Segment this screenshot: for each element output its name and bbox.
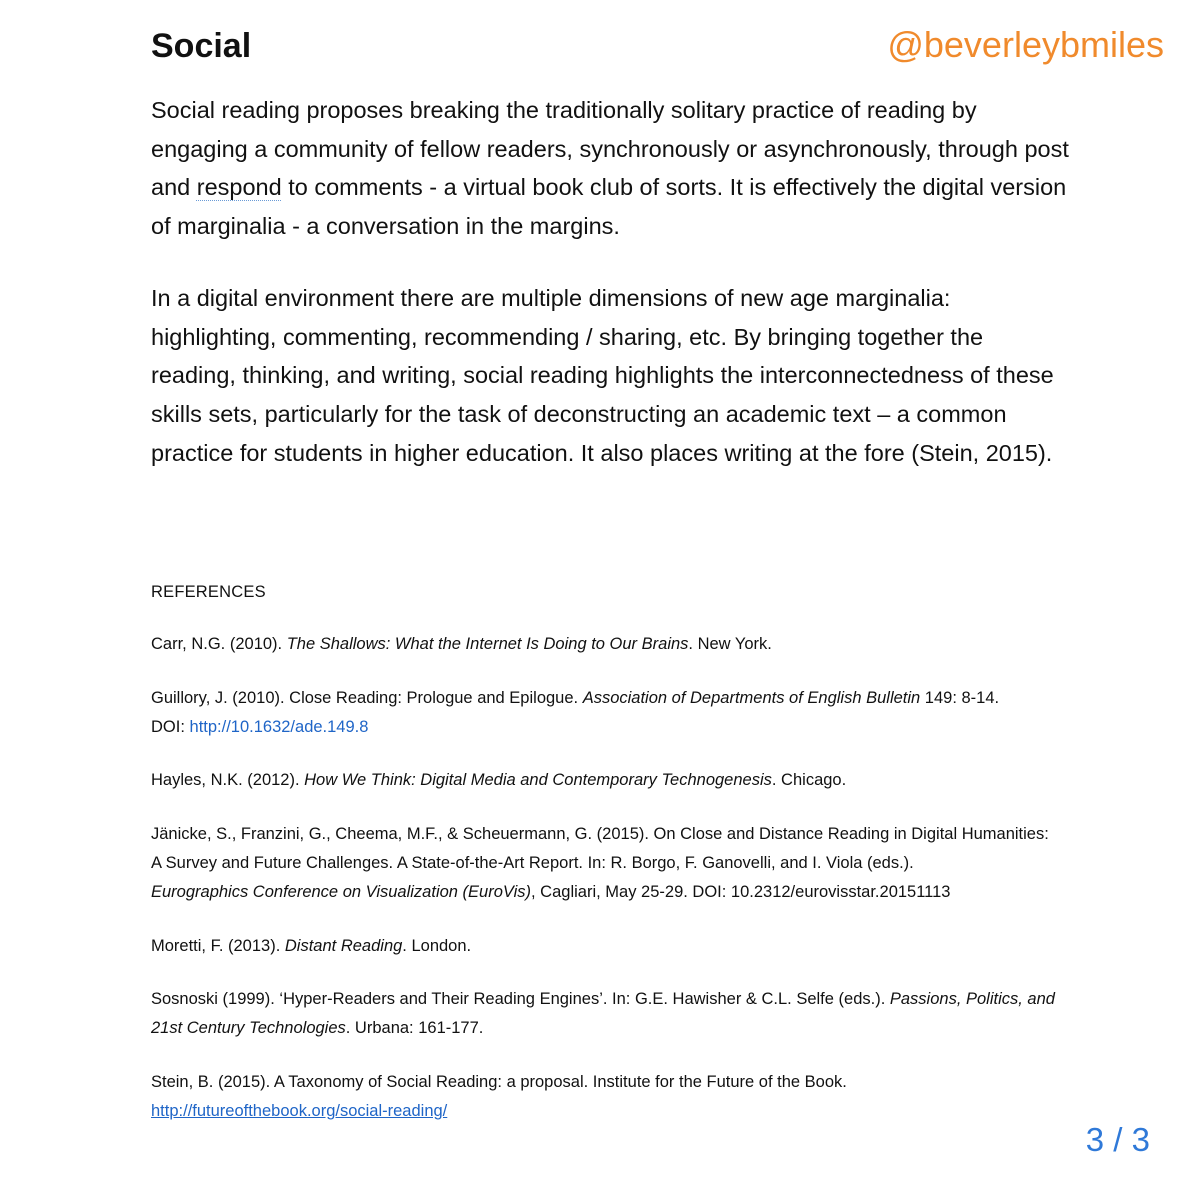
ref-carr-title: The Shallows: What the Internet Is Doing to Our Brains bbox=[286, 635, 689, 653]
p1-text-start: Social reading proposes breaking the traditionally solitary practice of reading by engaging a community of fellow readers, synchronously or asynchronously, through post and bbox=[151, 97, 1069, 201]
ref-janicke-details: , Cagliari, May 25-29. DOI: 10.2312/eurovisstar.20151113 bbox=[531, 883, 951, 901]
reference-carr bbox=[151, 630, 1061, 659]
ref-hayles-author: Hayles, N.K. (2012). bbox=[151, 771, 305, 789]
reference-sosnoski bbox=[151, 985, 1061, 1043]
body-paragraph-2: In a digital environment there are multiple dimensions of new age marginalia: highlighting, commenting, recommending / sharing, etc. By bringing together the reading, thinking, and writing, social reading highlights the interconnectedness of these skills sets, particularly for the task of deconstructing an academic text – a common practice for students in higher education. It also places writing at the fore (Stein, 2015). bbox=[151, 285, 1054, 466]
ref-moretti-title: Distant Reading bbox=[284, 937, 403, 955]
ref-moretti-author: Moretti, F. (2013). bbox=[151, 937, 285, 955]
ref-carr-author: Carr, N.G. (2010). bbox=[151, 635, 287, 653]
ref-guillory-journal: Association of Departments of English Bulletin bbox=[582, 689, 921, 707]
reference-stein bbox=[151, 1068, 1061, 1126]
references-heading: REFERENCES bbox=[151, 583, 266, 601]
author-handle: @beverleybmiles bbox=[887, 24, 1164, 65]
ref-guillory-pages: 149: 8-14. bbox=[920, 689, 1000, 707]
reference-guillory bbox=[151, 684, 1061, 742]
body-paragraph-1 bbox=[151, 91, 1071, 246]
ref-janicke-text: Jänicke, S., Franzini, G., Cheema, M.F., & Scheuermann, G. (2015). On Close and Distance Reading in Digital Humanities: A Survey and Future Challenges. A State-of-the-Art Report. In: R. Borgo, F. Ganovelli, and I. Viola (eds.). bbox=[151, 825, 1049, 872]
reference-janicke bbox=[151, 820, 1061, 907]
ref-sosnoski-title: Passions, Politics, and 21st Century Technologies bbox=[151, 990, 1055, 1037]
section-heading: Social bbox=[151, 27, 252, 65]
ref-stein-text: Stein, B. (2015). A Taxonomy of Social Reading: a proposal. Institute for the Future of the Book. bbox=[151, 1073, 847, 1091]
ref-guillory-doi-link[interactable]: http://10.1632/ade.149.8 bbox=[189, 718, 369, 736]
ref-sosnoski-text: Sosnoski (1999). ‘Hyper-Readers and Their Reading Engines’. In: G.E. Hawisher & C.L. Selfe (eds.). bbox=[151, 990, 890, 1008]
ref-stein-link[interactable]: http://futureofthebook.org/social-reading/ bbox=[151, 1102, 448, 1120]
ref-hayles-title: How We Think: Digital Media and Contemporary Technogenesis bbox=[304, 771, 772, 789]
reference-hayles bbox=[151, 766, 1061, 795]
ref-guillory-doi-label: DOI: bbox=[151, 718, 190, 736]
ref-moretti-place: . London. bbox=[402, 937, 472, 955]
ref-sosnoski-place: . Urbana: 161-177. bbox=[345, 1019, 484, 1037]
ref-carr-place: . New York. bbox=[688, 635, 772, 653]
page-indicator: 3 / 3 bbox=[1085, 1121, 1150, 1158]
p1-text-end: to comments - a virtual book club of sorts. It is effectively the digital version of marginalia - a conversation in the margins. bbox=[151, 174, 1067, 240]
ref-janicke-conference: Eurographics Conference on Visualization (EuroVis) bbox=[151, 883, 532, 901]
ref-guillory-author: Guillory, J. (2010). Close Reading: Prologue and Epilogue. bbox=[151, 689, 583, 707]
reference-moretti bbox=[151, 932, 1061, 961]
respond-word: respond bbox=[196, 174, 282, 201]
ref-hayles-place: . Chicago. bbox=[771, 771, 847, 789]
